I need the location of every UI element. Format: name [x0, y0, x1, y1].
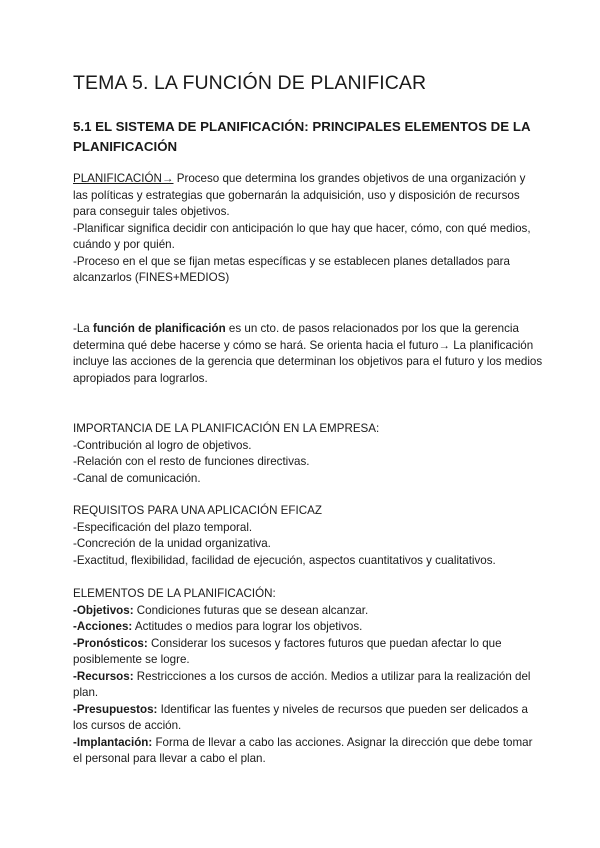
list-item: -Relación con el resto de funciones directivas. [73, 455, 310, 468]
importancia-heading: IMPORTANCIA DE LA PLANIFICACIÓN EN LA EMPRESA: [73, 422, 380, 435]
list-item [73, 702, 543, 735]
funcion-block [73, 321, 543, 387]
item-text: Identificar las fuentes y niveles de recursos que pueden ser delicados a los cursos de acción. [73, 702, 528, 732]
item-label: -Pronósticos: [73, 636, 148, 650]
item-label: -Implantación: [73, 735, 153, 749]
item-label: -Recursos: [73, 669, 134, 683]
requisitos-block [73, 503, 543, 569]
item-text: Considerar los sucesos y factores futuros que puedan afectar lo que posiblemente se logre. [73, 636, 502, 666]
list-item: -Contribución al logro de objetivos. [73, 438, 252, 452]
item-text: Condiciones futuras que se desean alcanzar. [133, 603, 369, 617]
item-text: Forma de llevar a cabo las acciones. Asignar la dirección que debe tomar el personal para llevar a cabo el plan. [73, 735, 533, 765]
list-item [73, 735, 543, 768]
list-item [73, 636, 543, 669]
importancia-block [73, 421, 543, 487]
list-item [73, 619, 543, 636]
funcion-bold-term: función de planificación [92, 322, 226, 335]
funcion-prefix: -La [73, 322, 93, 335]
funcion-paragraph [73, 321, 543, 387]
funcion-text: es un cto. de pasos relacionados por los que la gerencia determina qué debe hacerse y cómo se hará. Se orienta hacia el futuro→ La planificación incluye las acciones de la gerencia que determinan los objetivos para el futuro y los medios apropiados para lograrlos. [73, 322, 543, 385]
planificacion-definition-text: Proceso que determina los grandes objetivos de una organización y las políticas y estrategias que gobernarán la adquisición, uso y disposición de recursos para conseguir tales objetivos. [73, 172, 526, 218]
planificacion-line-2: -Planificar significa decidir con anticipación lo que hay que hacer, cómo, con qué medios, cuándo y por quién. [73, 221, 531, 251]
elementos-block [73, 586, 543, 768]
elementos-heading: ELEMENTOS DE LA PLANIFICACIÓN: [73, 587, 276, 600]
list-item: -Canal de comunicación. [73, 471, 201, 485]
item-label: -Presupuestos: [73, 702, 158, 716]
list-item [73, 669, 543, 702]
page-title: TEMA 5. LA FUNCIÓN DE PLANIFICAR [73, 72, 427, 94]
planificacion-definition-block [73, 171, 543, 287]
list-item [73, 603, 543, 620]
list-item: -Concreción de la unidad organizativa. [73, 537, 271, 550]
section-heading: 5.1 EL SISTEMA DE PLANIFICACIÓN: PRINCIPALES ELEMENTOS DE LA PLANIFICACIÓN [73, 119, 531, 154]
item-text: Actitudes o medios para lograr los objetivos. [132, 620, 363, 633]
item-text: Restricciones a los cursos de acción. Medios a utilizar para la realización del plan. [73, 669, 531, 699]
list-item: -Especificación del plazo temporal. [73, 520, 253, 534]
planificacion-definition [73, 171, 543, 221]
list-item: -Exactitud, flexibilidad, facilidad de ejecución, aspectos cuantitativos y cualitativos. [73, 553, 496, 567]
requisitos-heading: REQUISITOS PARA UNA APLICACIÓN EFICAZ [73, 504, 322, 517]
planificacion-line-3: -Proceso en el que se fijan metas específicas y se establecen planes detallados para alcanzarlos (FINES+MEDIOS) [73, 254, 510, 284]
item-label: -Objetivos: [73, 603, 134, 617]
planificacion-term: PLANIFICACIÓN→ [73, 172, 174, 185]
item-label: -Acciones: [73, 620, 133, 633]
